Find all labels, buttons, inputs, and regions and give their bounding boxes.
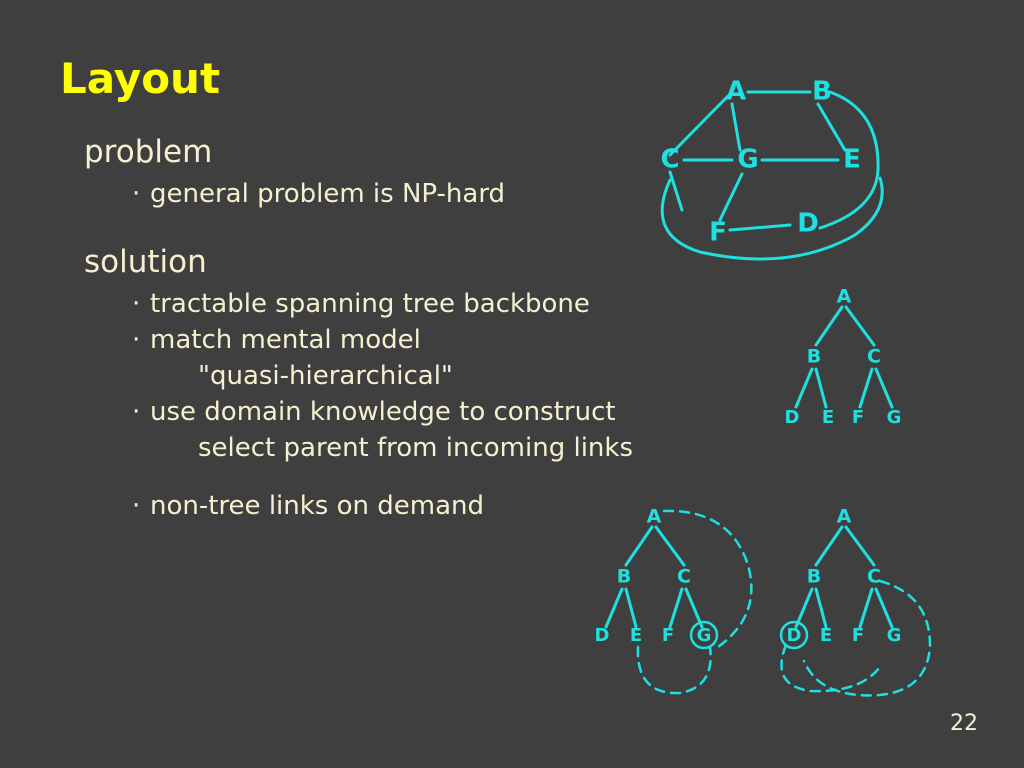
list-item-text: match mental model [150, 325, 421, 355]
spanning-tree-figure [770, 275, 920, 465]
tree-node: G [696, 625, 712, 646]
list-item [132, 176, 704, 212]
tree-node: E [819, 625, 833, 646]
bullet-dot: · [132, 397, 141, 427]
tree-node: C [677, 565, 691, 588]
tree-node: C [867, 345, 881, 368]
tree-node: A [836, 505, 852, 528]
page-number: 22 [950, 711, 978, 736]
list-item [132, 394, 704, 430]
list-item-continuation: "quasi-hierarchical" [198, 361, 453, 391]
tree-node: B [616, 565, 632, 588]
tree-node: C [867, 565, 881, 588]
bullet-dot: · [132, 325, 141, 355]
list-item-text: general problem is NP-hard [150, 179, 506, 209]
list-item [132, 322, 704, 358]
tree-nontree-left-figure [580, 495, 780, 725]
tree-node: D [784, 407, 800, 428]
graph-node: B [812, 76, 832, 107]
tree-nontree-right-figure [770, 495, 970, 725]
section-heading-solution: solution [84, 244, 207, 280]
page-title: Layout [60, 54, 221, 103]
tree-node: A [646, 505, 662, 528]
general-graph-figure [640, 60, 920, 290]
list-item [132, 286, 704, 322]
tree-node: F [851, 625, 865, 646]
tree-node: E [821, 407, 835, 428]
bullet-dot: · [132, 289, 141, 319]
tree-node: D [594, 625, 610, 646]
list-item-text: tractable spanning tree backbone [150, 289, 590, 319]
tree-node: B [806, 345, 822, 368]
section-heading-problem: problem [84, 134, 213, 170]
graph-node: D [797, 208, 819, 239]
tree-node: F [661, 625, 675, 646]
list-item-text: use domain knowledge to construct [150, 397, 616, 427]
graph-node: A [725, 76, 747, 107]
tree-node: G [886, 407, 902, 428]
tree-node: D [786, 625, 802, 646]
graph-node: G [737, 144, 759, 175]
list-item-continuation: select parent from incoming links [198, 433, 634, 463]
bullet-list [84, 132, 704, 524]
graph-node: F [709, 217, 727, 248]
bullet-dot: · [132, 491, 141, 521]
bullet-dot: · [132, 179, 141, 209]
list-item-text: non-tree links on demand [150, 491, 485, 521]
graph-node: C [660, 144, 680, 175]
tree-node: B [806, 565, 822, 588]
tree-node: F [851, 407, 865, 428]
graph-node: E [843, 144, 861, 175]
tree-node: E [629, 625, 643, 646]
tree-node: A [836, 285, 852, 308]
tree-node: G [886, 625, 902, 646]
